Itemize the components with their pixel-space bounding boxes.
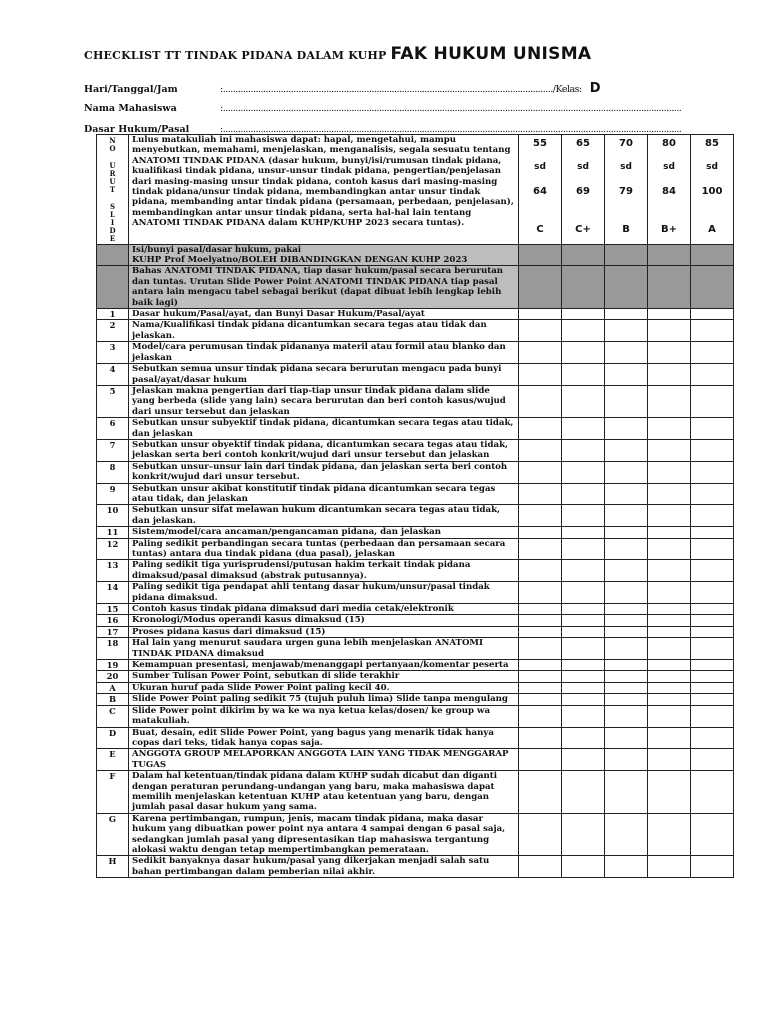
row-description: Jelaskan makna pengertian dari tiap-tiap unsur tindak pidana dalam slide yang berbeda (slide yang lain) secara berurutan dan beri contoh kasus/wujud dari unsur tersebut dan jelaskan	[129, 385, 519, 417]
row-number: 10	[97, 505, 129, 527]
score-cell[interactable]	[691, 749, 734, 771]
grade-sd: sd	[577, 162, 589, 172]
score-cell[interactable]	[648, 461, 691, 483]
score-cell[interactable]	[562, 527, 605, 538]
score-cell[interactable]	[648, 771, 691, 814]
score-cell[interactable]	[519, 604, 562, 615]
score-cell[interactable]	[519, 505, 562, 527]
score-cell[interactable]	[691, 364, 734, 386]
score-cell[interactable]	[519, 615, 562, 626]
score-cell[interactable]	[519, 309, 562, 320]
hari-field[interactable]: :.................................................................................................................................../Kelas:	[220, 84, 582, 95]
grade-to: 79	[619, 186, 633, 197]
row-number: E	[97, 749, 129, 771]
score-cell[interactable]	[519, 266, 562, 309]
table-row	[97, 505, 734, 527]
table-row	[97, 626, 734, 637]
score-cell[interactable]	[691, 461, 734, 483]
score-cell[interactable]	[605, 615, 648, 626]
score-cell[interactable]	[519, 342, 562, 364]
grade-to: 69	[576, 186, 590, 197]
score-cell[interactable]	[648, 342, 691, 364]
score-cell[interactable]	[605, 483, 648, 505]
row-description: Kronologi/Modus operandi kasus dimaksud (15)	[129, 615, 519, 626]
score-cell[interactable]	[562, 694, 605, 705]
score-cell[interactable]	[605, 309, 648, 320]
score-cell[interactable]	[562, 439, 605, 461]
score-cell[interactable]	[691, 439, 734, 461]
score-cell[interactable]	[605, 266, 648, 309]
score-cell[interactable]	[648, 320, 691, 342]
score-cell[interactable]	[605, 527, 648, 538]
row-description: Proses pidana kasus dari dimaksud (15)	[129, 626, 519, 637]
score-cell[interactable]	[691, 342, 734, 364]
row-number: 12	[97, 538, 129, 560]
grade-from: 80	[662, 138, 676, 149]
row-number: 11	[97, 527, 129, 538]
score-cell[interactable]	[519, 771, 562, 814]
shaded-row	[97, 244, 734, 266]
grade-letter: C+	[575, 224, 591, 235]
grade-to: 84	[662, 186, 676, 197]
score-cell[interactable]	[648, 694, 691, 705]
score-cell[interactable]	[605, 439, 648, 461]
table-row	[97, 342, 734, 364]
score-cell[interactable]	[562, 538, 605, 560]
score-cell[interactable]	[691, 638, 734, 660]
grade-letter: B	[622, 224, 630, 235]
score-cell[interactable]	[605, 342, 648, 364]
table-row	[97, 364, 734, 386]
row-number: A	[97, 682, 129, 693]
table-row	[97, 813, 734, 856]
score-cell[interactable]	[519, 418, 562, 440]
score-cell[interactable]	[562, 364, 605, 386]
score-cell[interactable]	[562, 342, 605, 364]
score-cell[interactable]	[519, 749, 562, 771]
score-cell[interactable]	[648, 749, 691, 771]
score-cell[interactable]	[519, 626, 562, 637]
score-cell[interactable]	[648, 671, 691, 682]
row-description: Kemampuan presentasi, menjawab/menanggapi pertanyaan/komentar peserta	[129, 660, 519, 671]
score-cell[interactable]	[691, 309, 734, 320]
score-cell[interactable]	[691, 385, 734, 417]
score-cell[interactable]	[648, 626, 691, 637]
table-row	[97, 660, 734, 671]
score-cell[interactable]	[562, 461, 605, 483]
row-number: 2	[97, 320, 129, 342]
row-description: Dasar hukum/Pasal/ayat, dan Bunyi Dasar Hukum/Pasal/ayat	[129, 309, 519, 320]
score-cell[interactable]	[562, 244, 605, 266]
grade-range-0	[519, 135, 562, 245]
grade-range-3	[648, 135, 691, 245]
score-cell[interactable]	[648, 505, 691, 527]
row-description: Sumber Tulisan Power Point, sebutkan di slide terakhir	[129, 671, 519, 682]
table-row	[97, 439, 734, 461]
checklist-table	[96, 134, 734, 878]
row-description: Dalam hal ketentuan/tindak pidana dalam KUHP sudah dicabut dan diganti dengan peraturan perundang-undangan yang baru, maka mahasiswa dapat memilih menjelaskan ketentuan KUHP atau ketentuan yang baru, dengan jumlah pasal dasar hukum yang sama.	[129, 771, 519, 814]
grade-range-4	[691, 135, 734, 245]
score-cell[interactable]	[519, 705, 562, 727]
grade-to: 64	[533, 186, 547, 197]
grade-letter: B+	[660, 224, 677, 235]
score-cell[interactable]	[562, 266, 605, 309]
score-cell[interactable]	[605, 244, 648, 266]
table-row	[97, 309, 734, 320]
nama-field[interactable]: :......................................................................................................................................................................................	[220, 103, 682, 114]
document-title	[84, 44, 591, 64]
score-cell[interactable]	[562, 483, 605, 505]
table-row	[97, 671, 734, 682]
score-cell[interactable]	[648, 660, 691, 671]
table-row	[97, 856, 734, 878]
score-cell[interactable]	[648, 538, 691, 560]
score-cell[interactable]	[562, 671, 605, 682]
row-number: B	[97, 694, 129, 705]
score-cell[interactable]	[562, 813, 605, 856]
row-number: 6	[97, 418, 129, 440]
grade-from: 55	[533, 138, 547, 149]
score-cell[interactable]	[562, 560, 605, 582]
score-cell[interactable]	[691, 483, 734, 505]
grade-sd: sd	[534, 162, 546, 172]
row-description: Sebutkan semua unsur tindak pidana secara berurutan mengacu pada bunyi pasal/ayat/dasar hukum	[129, 364, 519, 386]
shaded-no-cell	[97, 266, 129, 309]
grade-from: 70	[619, 138, 633, 149]
row-number: D	[97, 727, 129, 749]
grade-letter: C	[536, 224, 544, 235]
score-cell[interactable]	[519, 671, 562, 682]
score-cell[interactable]	[691, 582, 734, 604]
score-cell[interactable]	[605, 538, 648, 560]
table-row	[97, 604, 734, 615]
row-number: 8	[97, 461, 129, 483]
score-cell[interactable]	[648, 244, 691, 266]
row-description: Sebutkan unsur akibat konstitutif tindak pidana dicantumkan secara tegas atau tidak, dan jelaskan	[129, 483, 519, 505]
table-row	[97, 560, 734, 582]
table-row	[97, 682, 734, 693]
score-cell[interactable]	[691, 266, 734, 309]
score-cell[interactable]	[648, 483, 691, 505]
row-description: ANGGOTA GROUP MELAPORKAN ANGGOTA LAIN YANG TIDAK MENGGARAP TUGAS	[129, 749, 519, 771]
score-cell[interactable]	[648, 582, 691, 604]
grade-sd: sd	[663, 162, 675, 172]
score-cell[interactable]	[519, 856, 562, 878]
score-cell[interactable]	[648, 682, 691, 693]
score-cell[interactable]	[691, 244, 734, 266]
score-cell[interactable]	[648, 560, 691, 582]
score-cell[interactable]	[519, 439, 562, 461]
grade-from: 85	[705, 138, 719, 149]
row-description: Buat, desain, edit Slide Power Point, yang bagus yang menarik tidak hanya copas dari teks, tidak hanya copas saja.	[129, 727, 519, 749]
title-checklist: CHECKLIST TT TINDAK PIDANA DALAM KUHP	[84, 49, 387, 62]
row-number: 1	[97, 309, 129, 320]
table-row	[97, 615, 734, 626]
row-number: 19	[97, 660, 129, 671]
row-number: 13	[97, 560, 129, 582]
row-description: Sebutkan unsur subyektif tindak pidana, dicantumkan secara tegas atau tidak, dan jelaskan	[129, 418, 519, 440]
shaded-text: Bahas ANATOMI TINDAK PIDANA, tiap dasar hukum/pasal secara berurutan dan tuntas. Urutan Slide Power Point ANATOMI TINDAK PIDANA tiap pasal antara lain mengacu tabel sebagai berikut (dapat dibuat lebih lengkap lebih baik lagi)	[129, 266, 519, 309]
score-cell[interactable]	[562, 309, 605, 320]
row-number: 15	[97, 604, 129, 615]
score-cell[interactable]	[605, 856, 648, 878]
score-cell[interactable]	[648, 527, 691, 538]
row-number: 9	[97, 483, 129, 505]
score-cell[interactable]	[519, 364, 562, 386]
score-cell[interactable]	[691, 682, 734, 693]
score-cell[interactable]	[562, 856, 605, 878]
score-cell[interactable]	[691, 813, 734, 856]
score-cell[interactable]	[519, 527, 562, 538]
score-cell[interactable]	[519, 694, 562, 705]
table-row	[97, 418, 734, 440]
row-number: 17	[97, 626, 129, 637]
row-number: 4	[97, 364, 129, 386]
table-row	[97, 582, 734, 604]
table-row	[97, 320, 734, 342]
table-row	[97, 727, 734, 749]
score-cell[interactable]	[605, 705, 648, 727]
score-cell[interactable]	[605, 660, 648, 671]
grade-sd: sd	[620, 162, 632, 172]
score-cell[interactable]	[562, 615, 605, 626]
score-cell[interactable]	[519, 638, 562, 660]
row-description: Sebutkan unsur–unsur lain dari tindak pidana, dan jelaskan serta beri contoh konkrit/wujud dari unsur tersebut.	[129, 461, 519, 483]
score-cell[interactable]	[562, 705, 605, 727]
score-cell[interactable]	[562, 385, 605, 417]
score-cell[interactable]	[605, 749, 648, 771]
row-description: Paling sedikit tiga yurisprudensi/putusan hakim terkait tindak pidana dimaksud/pasal dimaksud (abstrak putusannya).	[129, 560, 519, 582]
score-cell[interactable]	[691, 727, 734, 749]
score-cell[interactable]	[519, 244, 562, 266]
shaded-no-cell	[97, 244, 129, 266]
row-number: 18	[97, 638, 129, 660]
score-cell[interactable]	[648, 705, 691, 727]
row-description: Slide Power point dikirim by wa ke wa nya ketua kelas/dosen/ ke group wa matakuliah.	[129, 705, 519, 727]
title-faculty: FAK HUKUM UNISMA	[390, 44, 592, 64]
score-cell[interactable]	[605, 638, 648, 660]
score-cell[interactable]	[519, 560, 562, 582]
score-cell[interactable]	[562, 727, 605, 749]
row-description: Slide Power Point paling sedikit 75 (tujuh puluh lima) Slide tanpa mengulang	[129, 694, 519, 705]
score-cell[interactable]	[691, 538, 734, 560]
score-cell[interactable]	[648, 813, 691, 856]
score-cell[interactable]	[605, 461, 648, 483]
score-cell[interactable]	[648, 856, 691, 878]
score-cell[interactable]	[691, 694, 734, 705]
intro-row	[97, 135, 734, 245]
row-description: Nama/Kualifikasi tindak pidana dicantumkan secara tegas atau tidak dan jelaskan.	[129, 320, 519, 342]
score-cell[interactable]	[562, 505, 605, 527]
score-cell[interactable]	[519, 483, 562, 505]
score-cell[interactable]	[519, 461, 562, 483]
score-cell[interactable]	[648, 309, 691, 320]
grade-to: 100	[701, 186, 723, 197]
shaded-row	[97, 266, 734, 309]
score-cell[interactable]	[691, 320, 734, 342]
table-row	[97, 749, 734, 771]
score-cell[interactable]	[605, 694, 648, 705]
no-urut-slide-header: N O U R U T S L I D E	[97, 135, 129, 245]
table-row	[97, 638, 734, 660]
score-cell[interactable]	[562, 626, 605, 637]
score-cell[interactable]	[648, 418, 691, 440]
dasar-field[interactable]: :......................................................................................................................................................................................	[220, 124, 682, 135]
score-cell[interactable]	[605, 560, 648, 582]
row-description: Sebutkan unsur obyektif tindak pidana, dicantumkan secara tegas atau tidak, jelaskan serta beri contoh konkrit/wujud dari unsur tersebut dan jelaskan	[129, 439, 519, 461]
row-description: Contoh kasus tindak pidana dimaksud dari media cetak/elektronik	[129, 604, 519, 615]
score-cell[interactable]	[691, 856, 734, 878]
score-cell[interactable]	[562, 682, 605, 693]
row-number: 16	[97, 615, 129, 626]
row-description: Model/cara perumusan tindak pidananya materil atau formil atau blanko dan jelaskan	[129, 342, 519, 364]
row-description: Hal lain yang menurut saudara urgen guna lebih menjelaskan ANATOMI TINDAK PIDANA dimaksud	[129, 638, 519, 660]
score-cell[interactable]	[691, 615, 734, 626]
score-cell[interactable]	[605, 582, 648, 604]
row-description: Paling sedikit perbandingan secara tuntas (perbedaan dan persamaan secara tuntas) antara dua tindak pidana (dua pasal), jelaskan	[129, 538, 519, 560]
score-cell[interactable]	[605, 364, 648, 386]
row-number: G	[97, 813, 129, 856]
score-cell[interactable]	[691, 604, 734, 615]
row-number: 20	[97, 671, 129, 682]
score-cell[interactable]	[519, 320, 562, 342]
grade-letter: A	[708, 224, 716, 235]
score-cell[interactable]	[562, 418, 605, 440]
hari-row	[84, 81, 601, 96]
score-cell[interactable]	[562, 771, 605, 814]
row-description: Sedikit banyaknya dasar hukum/pasal yang dikerjakan menjadi salah satu bahan pertimbangan dalam pemberian nilai akhir.	[129, 856, 519, 878]
score-cell[interactable]	[605, 385, 648, 417]
score-cell[interactable]	[519, 538, 562, 560]
dasar-label: Dasar Hukum/Pasal	[84, 124, 190, 135]
score-cell[interactable]	[648, 638, 691, 660]
score-cell[interactable]	[648, 727, 691, 749]
row-number: H	[97, 856, 129, 878]
score-cell[interactable]	[648, 266, 691, 309]
shaded-text: Isi/bunyi pasal/dasar hukum, pakai KUHP Prof Moelyatno/BOLEH DIBANDINGKAN DENGAN KUHP 2023	[129, 244, 519, 266]
score-cell[interactable]	[519, 582, 562, 604]
grade-from: 65	[576, 138, 590, 149]
score-cell[interactable]	[562, 749, 605, 771]
row-number: 7	[97, 439, 129, 461]
hari-label: Hari/Tanggal/Jam	[84, 84, 178, 95]
score-cell[interactable]	[562, 320, 605, 342]
score-cell[interactable]	[648, 604, 691, 615]
intro-text: Lulus matakuliah ini mahasiswa dapat: hapal, mengetahui, mampu menyebutkan, memahami, menjelaskan, menganalisis, segala sesuatu tentang ANATOMI TINDAK PIDANA (dasar hukum, bunyi/isi/rumusan tindak pidana, kualifikasi tindak pidana, unsur-unsur tindak pidana, pengertian/penjelasan dari masing-masing unsur tindak pidana, contoh kasus dari masing-masing tindak pidana/unsur tindak pidana, membandingkan antar unsur tindak pidana, membanding antar tindak pidana (persamaan, perbedaan, penjelasan), membandingkan antar unsur tindak pidana, serta hal-hal lain tentang ANATOMI TINDAK PIDANA dalam KUHP/KUHP 2023 secara tuntas).	[129, 135, 519, 245]
nama-row	[84, 103, 681, 114]
score-cell[interactable]	[648, 364, 691, 386]
nama-label: Nama Mahasiswa	[84, 103, 177, 114]
score-cell[interactable]	[605, 682, 648, 693]
row-description: Sistem/model/cara ancaman/pengancaman pidana, dan jelaskan	[129, 527, 519, 538]
score-cell[interactable]	[691, 771, 734, 814]
score-cell[interactable]	[691, 705, 734, 727]
score-cell[interactable]	[605, 813, 648, 856]
row-description: Sebutkan unsur sifat melawan hukum dicantumkan secara tegas atau tidak, dan jelaskan.	[129, 505, 519, 527]
table-row	[97, 705, 734, 727]
score-cell[interactable]	[519, 813, 562, 856]
kelas-value: D	[589, 81, 601, 96]
score-cell[interactable]	[605, 671, 648, 682]
score-cell[interactable]	[605, 418, 648, 440]
score-cell[interactable]	[519, 682, 562, 693]
table-row	[97, 694, 734, 705]
table-row	[97, 538, 734, 560]
row-number: 14	[97, 582, 129, 604]
score-cell[interactable]	[691, 418, 734, 440]
grade-range-2	[605, 135, 648, 245]
score-cell[interactable]	[562, 638, 605, 660]
score-cell[interactable]	[691, 505, 734, 527]
score-cell[interactable]	[605, 604, 648, 615]
table-row	[97, 527, 734, 538]
score-cell[interactable]	[605, 505, 648, 527]
score-cell[interactable]	[691, 626, 734, 637]
score-cell[interactable]	[691, 671, 734, 682]
score-cell[interactable]	[519, 727, 562, 749]
grade-sd: sd	[706, 162, 718, 172]
table-row	[97, 771, 734, 814]
score-cell[interactable]	[562, 604, 605, 615]
table-row	[97, 385, 734, 417]
score-cell[interactable]	[519, 660, 562, 671]
row-description: Ukuran huruf pada Slide Power Point paling kecil 40.	[129, 682, 519, 693]
score-cell[interactable]	[562, 660, 605, 671]
table-row	[97, 461, 734, 483]
score-cell[interactable]	[691, 560, 734, 582]
score-cell[interactable]	[605, 771, 648, 814]
table-row	[97, 483, 734, 505]
row-number: 3	[97, 342, 129, 364]
score-cell[interactable]	[605, 626, 648, 637]
score-cell[interactable]	[519, 385, 562, 417]
grade-range-1	[562, 135, 605, 245]
row-number: C	[97, 705, 129, 727]
score-cell[interactable]	[691, 527, 734, 538]
score-cell[interactable]	[648, 439, 691, 461]
row-description: Paling sedikit tiga pendapat ahli tentang dasar hukum/unsur/pasal tindak pidana dimaksud.	[129, 582, 519, 604]
row-description: Karena pertimbangan, rumpun, jenis, macam tindak pidana, maka dasar hukum yang dibuatkan power point nya antara 4 sampai dengan 6 pasal saja, sedangkan jumlah pasal yang dipresentasikan tiap mahasiswa tergantung alokasi waktu dengan tetap mempertimbangkan pemerataan.	[129, 813, 519, 856]
score-cell[interactable]	[648, 385, 691, 417]
score-cell[interactable]	[605, 727, 648, 749]
row-number: F	[97, 771, 129, 814]
score-cell[interactable]	[605, 320, 648, 342]
score-cell[interactable]	[562, 582, 605, 604]
score-cell[interactable]	[691, 660, 734, 671]
row-number: 5	[97, 385, 129, 417]
score-cell[interactable]	[648, 615, 691, 626]
